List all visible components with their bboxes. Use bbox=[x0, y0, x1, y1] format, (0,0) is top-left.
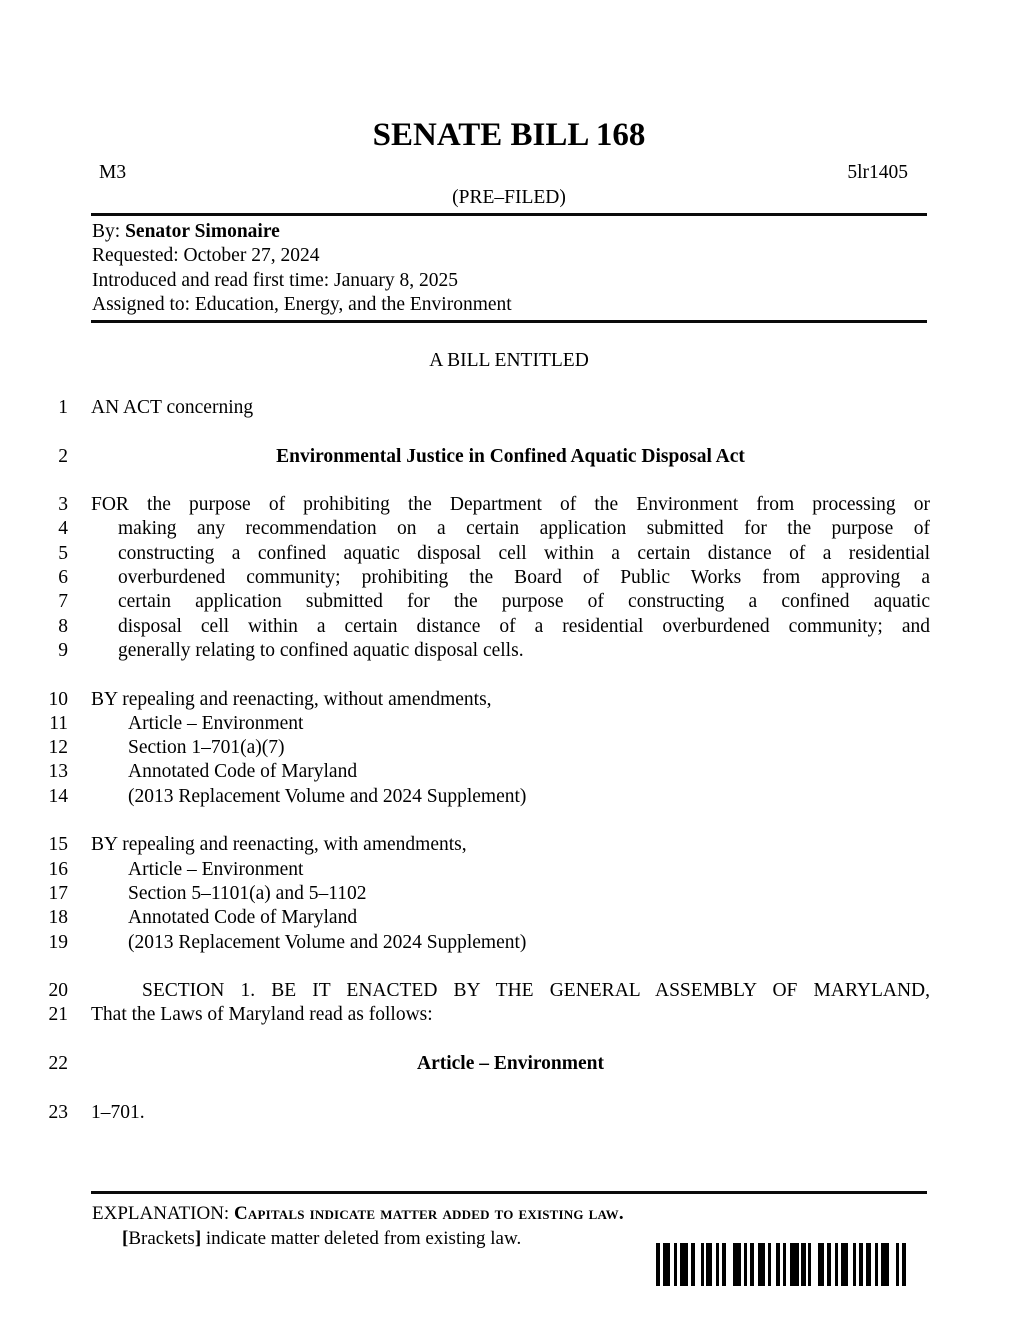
bill-line bbox=[40, 1101, 930, 1125]
bill-line bbox=[40, 688, 930, 712]
line-number: 2 bbox=[58, 445, 68, 467]
explanation-label: EXPLANATION: bbox=[92, 1203, 234, 1224]
line-number: 7 bbox=[58, 591, 68, 613]
bill-line bbox=[40, 615, 930, 639]
line-number bbox=[40, 420, 68, 444]
line-number: 3 bbox=[58, 494, 68, 516]
line-text: generally relating to confined aquatic disposal cells. bbox=[118, 639, 524, 661]
line-number: 9 bbox=[58, 639, 68, 661]
line-number: 22 bbox=[48, 1053, 68, 1075]
byline-block bbox=[92, 220, 512, 317]
line-number: 1 bbox=[58, 397, 68, 418]
deleted-note: indicate matter deleted from existing law. bbox=[201, 1227, 522, 1249]
line-text bbox=[91, 1028, 930, 1052]
line-text: SECTION 1. BE IT ENACTED BY THE GENERAL ASSEMBLY OF MARYLAND, bbox=[142, 980, 930, 1002]
line-text: (2013 Replacement Volume and 2024 Supplement) bbox=[128, 931, 527, 953]
bill-line bbox=[40, 712, 930, 736]
bill-line bbox=[40, 493, 930, 517]
explanation-line-1 bbox=[92, 1202, 930, 1227]
bill-line bbox=[40, 517, 930, 541]
bill-line bbox=[40, 785, 930, 809]
bill-line bbox=[40, 882, 930, 906]
header-divider-top bbox=[91, 213, 927, 216]
line-text bbox=[91, 809, 930, 833]
line-text bbox=[91, 1076, 930, 1100]
bill-line bbox=[40, 396, 930, 420]
line-number: 15 bbox=[48, 834, 68, 856]
line-text: Article – Environment bbox=[128, 712, 304, 734]
line-text: Annotated Code of Maryland bbox=[128, 761, 358, 783]
bill-line bbox=[40, 542, 930, 566]
line-number bbox=[40, 469, 68, 493]
line-number: 11 bbox=[49, 712, 68, 734]
bracket-close: ] bbox=[194, 1227, 202, 1249]
line-number: 20 bbox=[48, 980, 68, 1002]
capitals-note: Capitals indicate matter added to existing law. bbox=[233, 1203, 624, 1224]
line-text: constructing a confined aquatic disposal cell within a certain distance of a residential bbox=[118, 542, 930, 564]
bill-line bbox=[40, 1076, 930, 1100]
line-number: 10 bbox=[48, 688, 68, 710]
line-number: 8 bbox=[58, 615, 68, 637]
line-number bbox=[40, 1076, 68, 1100]
line-text: BY repealing and reenacting, without amendments, bbox=[91, 688, 492, 710]
line-text: making any recommendation on a certain application submitted for the purpose of bbox=[118, 518, 930, 540]
bill-body bbox=[40, 396, 930, 1125]
requested-line: Requested: October 27, 2024 bbox=[92, 245, 320, 267]
header-code-row bbox=[91, 161, 927, 185]
line-number: 4 bbox=[58, 518, 68, 540]
bill-line bbox=[40, 736, 930, 760]
line-number: 12 bbox=[48, 737, 68, 759]
line-text: That the Laws of Maryland read as follows: bbox=[91, 1004, 433, 1026]
line-number: 6 bbox=[58, 567, 68, 589]
bill-entitled-heading: A BILL ENTITLED bbox=[429, 350, 589, 371]
bill-line bbox=[40, 469, 930, 493]
line-text: Article – Environment bbox=[416, 1053, 605, 1075]
line-text bbox=[91, 955, 930, 979]
station-code: M3 bbox=[99, 162, 127, 183]
line-text: overburdened community; prohibiting the Board of Public Works from approving a bbox=[118, 567, 930, 589]
bill-line bbox=[40, 1052, 930, 1076]
bill-line bbox=[40, 1028, 930, 1052]
line-text: disposal cell within a certain distance of a residential overburdened community; and bbox=[118, 615, 930, 637]
line-number bbox=[40, 663, 68, 687]
line-number bbox=[40, 955, 68, 979]
bill-line bbox=[40, 445, 930, 469]
bill-line bbox=[40, 566, 930, 590]
line-number bbox=[40, 1028, 68, 1052]
bill-line bbox=[40, 955, 930, 979]
line-text: FOR the purpose of prohibiting the Department of the Environment from processing or bbox=[91, 494, 930, 516]
bill-line bbox=[40, 590, 930, 614]
line-text: Section 1–701(a)(7) bbox=[128, 737, 285, 759]
line-text: BY repealing and reenacting, with amendments, bbox=[91, 834, 467, 856]
introduced-line: Introduced and read first time: January 8, 2025 bbox=[92, 269, 459, 291]
bill-line bbox=[40, 809, 930, 833]
bill-line bbox=[40, 833, 930, 857]
by-label: By: bbox=[92, 221, 121, 242]
line-text: Article – Environment bbox=[128, 858, 304, 880]
line-number: 17 bbox=[48, 882, 68, 904]
bill-line bbox=[40, 906, 930, 930]
assigned-line: Assigned to: Education, Energy, and the Environment bbox=[92, 293, 512, 315]
bill-line bbox=[40, 979, 930, 1003]
bracket-word: Brackets bbox=[128, 1227, 195, 1249]
bill-line bbox=[40, 1003, 930, 1027]
line-text: Environmental Justice in Confined Aquatic Disposal Act bbox=[276, 445, 745, 467]
bill-line bbox=[40, 858, 930, 882]
line-number: 21 bbox=[48, 1004, 68, 1026]
sponsor-line bbox=[92, 220, 512, 244]
line-number: 13 bbox=[48, 761, 68, 783]
line-number: 5 bbox=[58, 542, 68, 564]
line-number: 16 bbox=[48, 858, 68, 880]
header-divider-bottom bbox=[91, 320, 927, 323]
line-text: 1–701. bbox=[91, 1101, 145, 1123]
bill-line bbox=[40, 420, 930, 444]
line-number: 19 bbox=[48, 931, 68, 953]
line-text: certain application submitted for the purpose of constructing a confined aquatic bbox=[118, 591, 930, 613]
barcode-icon bbox=[656, 1243, 906, 1286]
line-number bbox=[40, 809, 68, 833]
line-text: (2013 Replacement Volume and 2024 Supplement) bbox=[128, 785, 527, 807]
page-title: SENATE BILL 168 bbox=[372, 117, 646, 153]
line-number: 23 bbox=[48, 1101, 68, 1123]
line-text: Annotated Code of Maryland bbox=[128, 907, 358, 929]
line-number: 14 bbox=[48, 785, 68, 807]
sponsor-name: Senator Simonaire bbox=[125, 221, 280, 242]
bill-line bbox=[40, 639, 930, 663]
draft-number: 5lr1405 bbox=[847, 162, 908, 183]
bill-line bbox=[40, 931, 930, 955]
line-text bbox=[91, 469, 930, 493]
prefiled-label: (PRE–FILED) bbox=[452, 187, 566, 208]
bill-line bbox=[40, 663, 930, 687]
line-number: 18 bbox=[48, 907, 68, 929]
line-text: Section 5–1101(a) and 5–1102 bbox=[128, 882, 367, 904]
bill-line bbox=[40, 760, 930, 784]
line-text bbox=[91, 663, 930, 687]
footer-divider bbox=[91, 1191, 927, 1194]
line-text: AN ACT concerning bbox=[91, 397, 254, 418]
bracket-open: [ bbox=[122, 1227, 129, 1249]
line-text bbox=[91, 420, 930, 444]
